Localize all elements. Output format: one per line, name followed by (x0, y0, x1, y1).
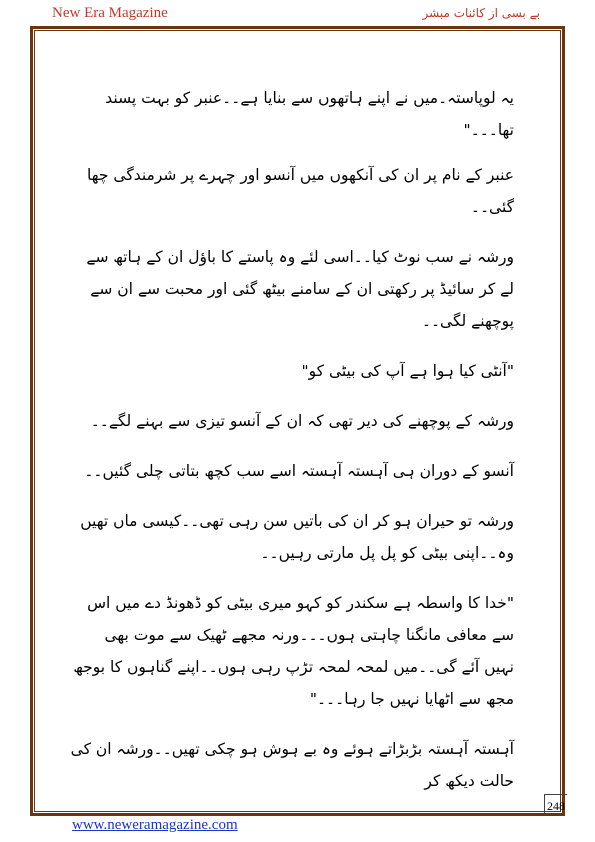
story-title: بے بسی از کائنات مبشر (422, 6, 540, 20)
paragraph-6: آنسو کے دوران ہی آہستہ آہستہ اسے سب کچھ بتاتی چلی گئیں۔۔ (84, 462, 514, 480)
page-number: 248 (544, 794, 567, 815)
paragraph-4: "آنٹی کیا ہوا ہے آپ کی بیٹی کو" (301, 362, 514, 380)
paragraph-2: عنبر کے نام پر ان کی آنکھوں میں آنسو اور چہرے پر شرمندگی چھا گئی۔۔ (87, 166, 514, 216)
magazine-name: New Era Magazine (52, 5, 168, 21)
paragraph-5: ورشہ کے پوچھنے کی دیر تھی کہ ان کے آنسو تیزی سے بہنے لگے۔۔ (90, 412, 514, 430)
paragraph-7: ورشہ تو حیران ہو کر ان کی باتیں سن رہی تھی۔۔کیسی ماں تھیں وہ۔۔اپنی بیٹی کو پل پل مارتی رہیں۔۔ (80, 512, 514, 562)
paragraph-9: آہستہ آہستہ بڑبڑاتے ہوئے وہ بے ہوش ہو چکی تھیں۔۔ورشہ ان کی حالت دیکھ کر (70, 740, 514, 790)
paragraph-3: ورشہ نے سب نوٹ کیا۔۔اسی لئے وہ پاستے کا باؤل ان کے ہاتھ سے لے کر سائیڈ پر رکھتی ان کے سامنے بیٹھ گئی اور محبت سے ان سے پوچھنے لگی۔۔ (86, 248, 514, 330)
paragraph-8: "خدا کا واسطہ ہے سکندر کو کہو میری بیٹی کو ڈھونڈ دے میں اس سے معافی مانگنا چاہتی ہوں۔۔۔ورنہ مجھے ٹھیک سے موت بھی نہیں آئے گی۔۔میں لمحہ لمحہ تڑپ رہی ہوں۔۔اپنے گناہوں کا بوجھ مجھ سے اٹھایا نہیں جا رہا۔۔۔" (73, 594, 514, 708)
story-body (70, 82, 514, 797)
paragraph-1: یہ لوپاستہ۔میں نے اپنے ہاتھوں سے بنایا ہے۔۔عنبر کو بہت پسند تھا۔۔۔" (105, 89, 514, 139)
website-link[interactable]: www.neweramagazine.com (72, 817, 238, 833)
